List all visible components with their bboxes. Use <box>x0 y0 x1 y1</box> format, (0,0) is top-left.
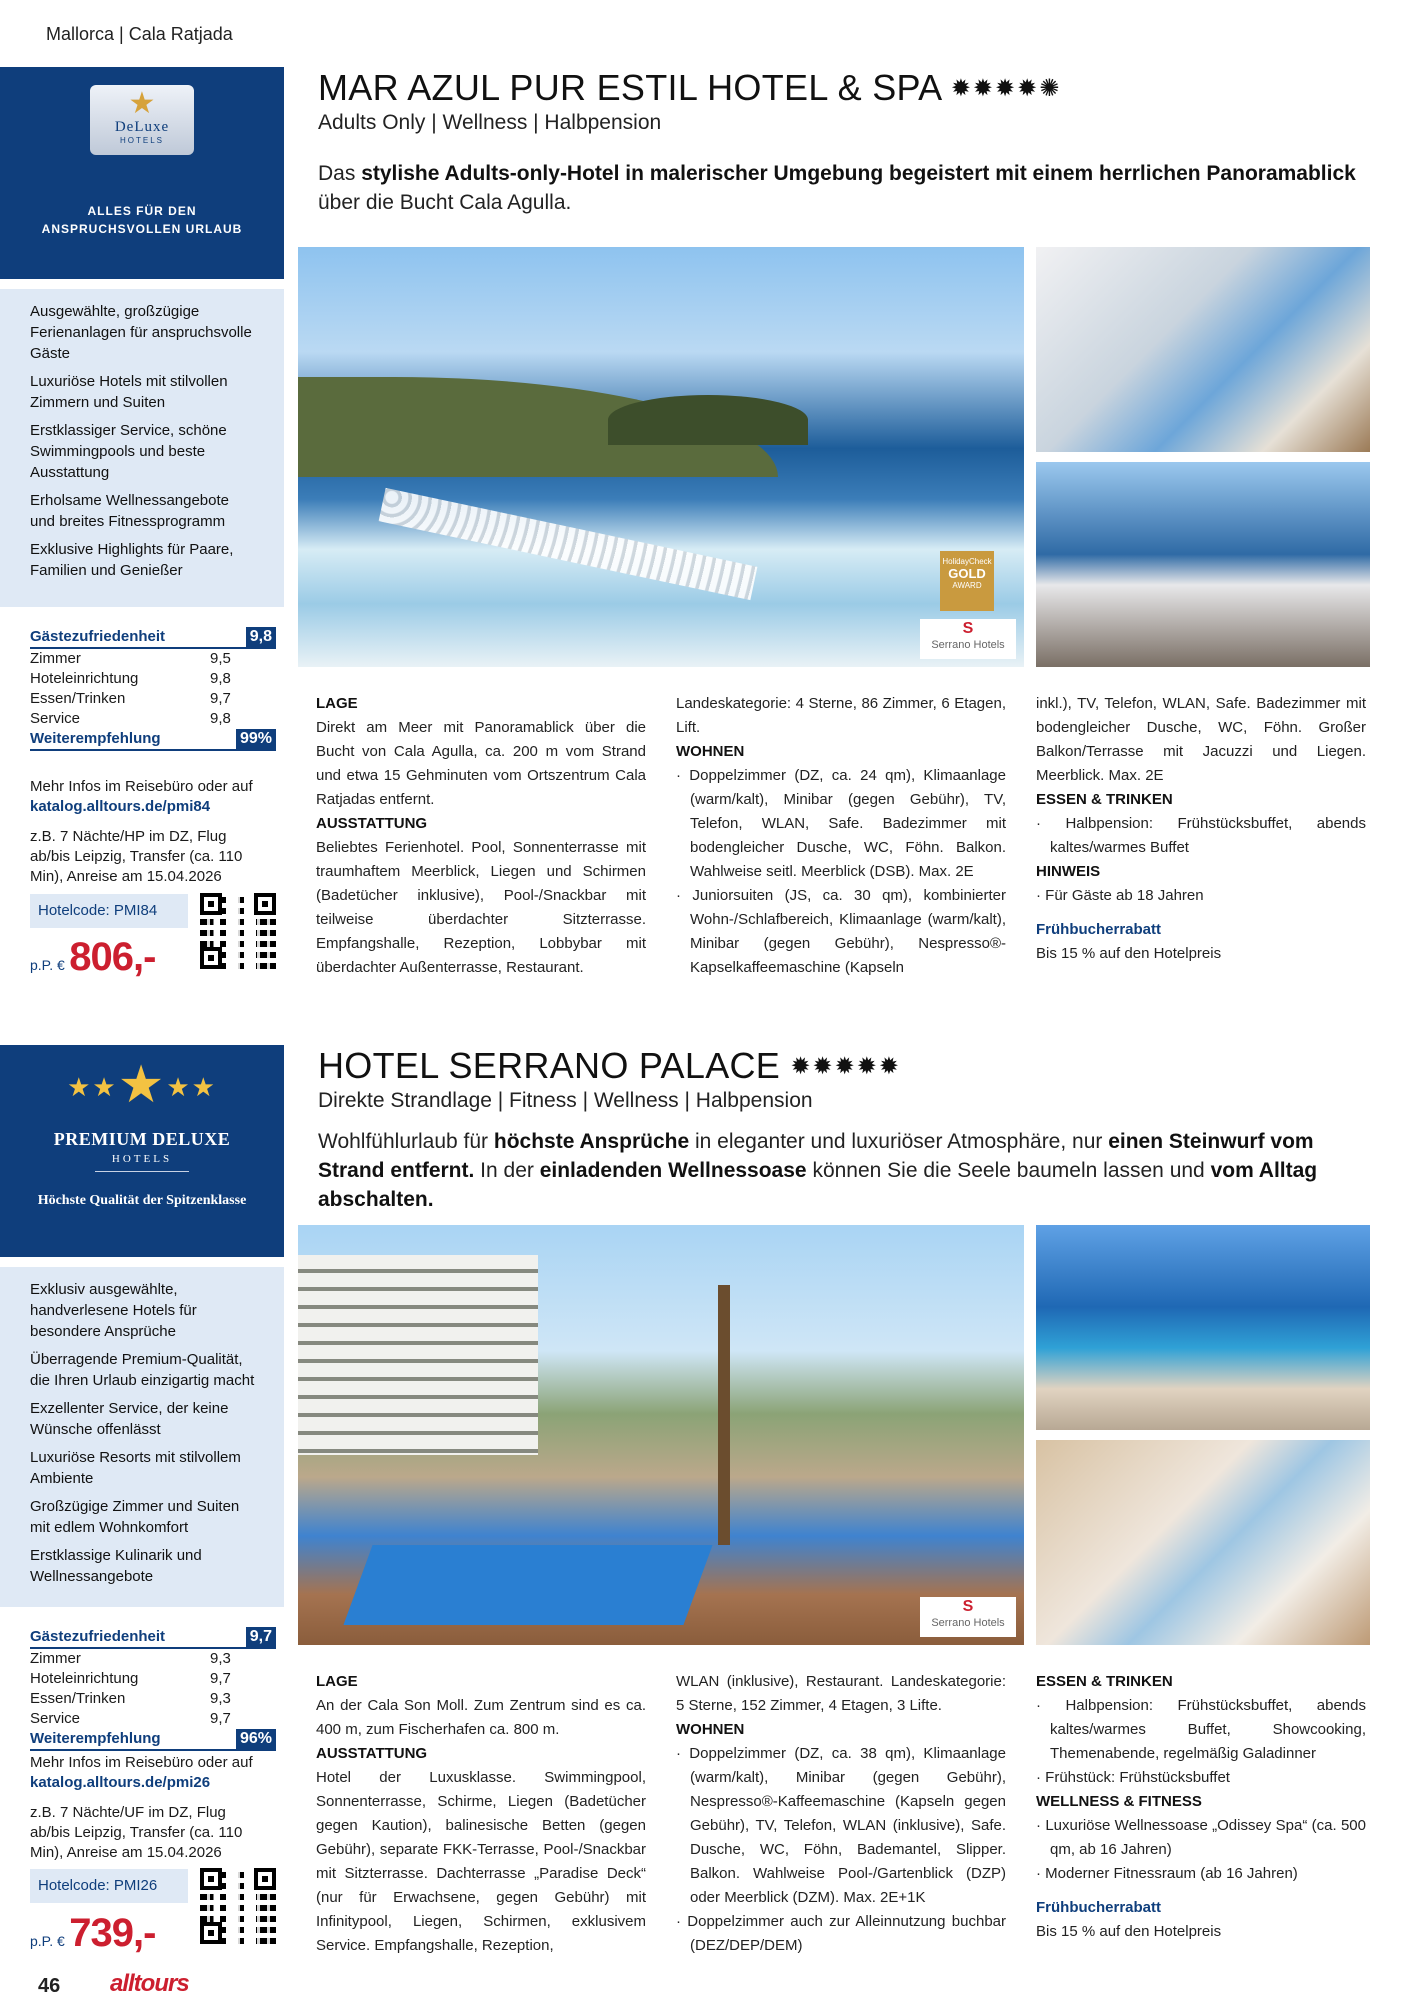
more-info-text: Mehr Infos im Reisebüro oder auf <box>30 778 253 795</box>
hotel-photo-room <box>1036 1440 1370 1645</box>
price-example: z.B. 7 Nächte/UF im DZ, Flug ab/bis Leipzig, Transfer (ca. 110 Min), Anreise am 15.04.2026 <box>30 1804 243 1861</box>
desc-paragraph: WLAN (inklusive), Restaurant. Landeskategorie: 5 Sterne, 152 Zimmer, 4 Etagen, 3 Lifte. <box>676 1673 1006 1714</box>
rating-row <box>30 669 276 689</box>
rating-value: 9,5 <box>210 650 231 667</box>
hotel-code: Hotelcode: PMI26 <box>30 1869 188 1903</box>
feature-item: Luxuriöse Hotels mit stilvollen Zimmern und Suiten <box>30 373 228 411</box>
rating-label: Zimmer <box>30 650 81 667</box>
hotel-lead <box>318 159 1368 217</box>
award-sub: AWARD <box>952 581 982 590</box>
feature-item: Luxuriöse Resorts mit stilvollem Ambiente <box>30 1449 241 1487</box>
lead-segment: vom Alltag abschalten. <box>318 1159 1318 1211</box>
breadcrumb: Mallorca | Cala Ratjada <box>46 24 233 44</box>
bullet-item: · Juniorsuiten (JS, ca. 30 qm), kombinierter Wohn-/Schlafbereich, Klimaanlage (warm/kalt), Minibar (gegen Gebühr), Nespresso®-Kapselkaffeemaschine (Kapseln <box>676 887 1006 976</box>
feature-item: Erholsame Wellnessangebote und breites Fitnessprogramm <box>30 492 230 530</box>
section-heading: AUSSTATTUNG <box>316 815 428 832</box>
rating-value: 9,3 <box>210 1650 231 1667</box>
lead-segment: In der <box>474 1159 540 1182</box>
section-heading: LAGE <box>316 1673 358 1690</box>
satisfaction-label: Gästezufriedenheit <box>30 628 166 645</box>
section-heading: HINWEIS <box>1036 863 1101 880</box>
section-heading: WOHNEN <box>676 1721 745 1738</box>
rating-label: Service <box>30 710 81 727</box>
desc-column-3 <box>1036 1670 1366 1944</box>
section-heading: AUSSTATTUNG <box>316 1745 428 1762</box>
deluxe-hotels-badge <box>0 67 284 279</box>
rating-value: 9,8 <box>210 710 231 727</box>
rating-value: 9,8 <box>210 670 231 687</box>
section-heading: ESSEN & TRINKEN <box>1036 1673 1173 1690</box>
more-info <box>30 1753 280 1793</box>
feature-item: Ausgewählte, großzügige Ferienanlagen für anspruchsvolle Gäste <box>30 303 252 362</box>
rating-row <box>30 1709 276 1729</box>
hotel-offer-mar-azul <box>0 67 1414 977</box>
section-heading: LAGE <box>316 695 358 712</box>
price-amount: 739,- <box>69 1911 156 1955</box>
bullet-item: · Halbpension: Frühstücksbuffet, abends kaltes/warmes Buffet, Showcooking, Themenabende, regelmäßig Galadinner <box>1036 1697 1366 1762</box>
recommendation-row <box>30 1729 276 1751</box>
more-info <box>30 777 280 817</box>
guest-ratings <box>30 1627 276 1751</box>
desc-column-3 <box>1036 692 1366 966</box>
rating-value: 9,7 <box>210 1670 231 1687</box>
stars-icon: ★★★★★ <box>67 1056 217 1114</box>
feature-item: Großzügige Zimmer und Suiten mit edlem Wohnkomfort <box>30 1498 240 1536</box>
desc-paragraph: Bis 15 % auf den Hotelpreis <box>1036 1923 1222 1940</box>
lead-segment: Das <box>318 162 362 185</box>
desc-column-1 <box>316 1670 646 1958</box>
bullet-item: · Für Gäste ab 18 Jahren <box>1036 887 1204 904</box>
feature-item: Exzellenter Service, der keine Wünsche offenlässt <box>30 1400 229 1438</box>
rating-label: Essen/Trinken <box>30 690 126 707</box>
rating-label: Essen/Trinken <box>30 1690 126 1707</box>
star-rating-icon: ✹✹✹✹✺ <box>950 75 1062 102</box>
rating-label: Hoteleinrichtung <box>30 670 139 687</box>
rating-label: Service <box>30 1710 81 1727</box>
section-heading: ESSEN & TRINKEN <box>1036 791 1173 808</box>
qr-code[interactable] <box>200 893 276 969</box>
feature-item: Erstklassiger Service, schöne Swimmingpools und beste Ausstattung <box>30 422 227 481</box>
desc-column-1 <box>316 692 646 980</box>
hotel-subtitle: Adults Only | Wellness | Halbpension <box>318 111 662 134</box>
feature-item: Exklusiv ausgewählte, handverlesene Hotels für besondere Ansprüche <box>30 1281 197 1340</box>
serrano-logo-label: Serrano Hotels <box>931 1617 1005 1629</box>
logo-text: PREMIUM DELUXE <box>53 1129 231 1149</box>
lead-segment: können Sie die Seele baumeln lassen und <box>806 1159 1211 1182</box>
desc-paragraph: Beliebtes Ferienhotel. Pool, Sonnenterrasse mit traumhaftem Meerblick, Liegen und Schirmen (Badetücher inklusive), Pool-/Snackbar mit teilweise überdachter Sitzterrasse. Empfangshalle, Rezeption, Lobbybar mit überdachter Außenterrasse, Restaurant. <box>316 839 646 976</box>
hotel-photo-exterior <box>298 1225 1024 1645</box>
lead-segment: in eleganter und luxuriöser Atmosphäre, nur <box>689 1130 1109 1153</box>
price-prefix: p.P. € <box>30 1933 65 1949</box>
feature-list <box>0 1267 284 1607</box>
badge-tagline: Höchste Qualität der Spitzenklasse <box>37 1193 247 1208</box>
hotel-photo-pool <box>298 247 1024 667</box>
guest-ratings <box>30 627 276 751</box>
hotel-photo-restaurant <box>1036 462 1370 667</box>
hotel-title <box>318 67 1061 109</box>
star-icon: ★ <box>128 87 156 120</box>
hotel-name: MAR AZUL PUR ESTIL HOTEL & SPA <box>318 67 941 108</box>
rating-row <box>30 689 276 709</box>
hotel-subtitle: Direkte Strandlage | Fitness | Wellness | Halbpension <box>318 1089 813 1112</box>
award-big: GOLD <box>948 566 986 581</box>
desc-paragraph: inkl.), TV, Telefon, WLAN, Safe. Badezimmer mit bodengleicher Dusche, WC, Föhn. Großer Balkon/Terrasse mit Jacuzzi und Liegen. Meerblick. Max. 2E <box>1036 695 1366 784</box>
hotel-photo-room <box>1036 247 1370 452</box>
recommendation-value: 99% <box>236 729 276 749</box>
hotel-photo-rooftop-pool <box>1036 1225 1370 1430</box>
premium-deluxe-badge <box>0 1045 284 1257</box>
bullet-item: · Doppelzimmer (DZ, ca. 24 qm), Klimaanlage (warm/kalt), Minibar (gegen Gebühr), TV, Telefon, WLAN, Safe. Badezimmer mit bodengleicher Dusche, WC, Föhn. Balkon. Wahlweise seitl. Meerblick (DSB). Max. 2E <box>676 767 1006 880</box>
serrano-logo-label: Serrano Hotels <box>931 639 1005 651</box>
section-heading: WELLNESS & FITNESS <box>1036 1793 1202 1810</box>
serrano-hotels-logo <box>920 1597 1016 1637</box>
logo-text: DeLuxe <box>114 119 170 135</box>
feature-item: Erstklassige Kulinarik und Wellnessangebote <box>30 1547 202 1585</box>
hotel-name: HOTEL SERRANO PALACE <box>318 1045 781 1086</box>
rating-row <box>30 1649 276 1669</box>
hotel-title <box>318 1045 901 1087</box>
star-rating-icon: ✹✹✹✹✹ <box>790 1053 901 1080</box>
rating-label: Zimmer <box>30 1650 81 1667</box>
bullet-item: · Luxuriöse Wellnessoase „Odissey Spa“ (ca. 500 qm, ab 16 Jahren) <box>1036 1817 1366 1858</box>
satisfaction-label: Gästezufriedenheit <box>30 1628 166 1645</box>
serrano-mark-icon: S <box>962 1598 974 1615</box>
catalog-link[interactable]: katalog.alltours.de/pmi84 <box>30 798 211 815</box>
early-booking-heading: Frühbucherrabatt <box>1036 921 1162 938</box>
catalog-link[interactable]: katalog.alltours.de/pmi26 <box>30 1774 211 1791</box>
award-label: HolidayCheck <box>942 557 992 566</box>
feature-item: Überragende Premium-Qualität, die Ihren Urlaub einzigartig macht <box>30 1351 255 1389</box>
bullet-item: · Frühstück: Frühstücksbuffet <box>1036 1769 1230 1786</box>
lead-segment: über die Bucht Cala Agulla. <box>318 191 572 214</box>
recommendation-row <box>30 729 276 751</box>
rating-row <box>30 1669 276 1689</box>
logo-sub: HOTELS <box>119 136 164 145</box>
price <box>30 935 155 980</box>
lead-segment: Wohlfühlurlaub für <box>318 1130 494 1153</box>
qr-code[interactable] <box>200 1868 276 1944</box>
rating-value: 9,7 <box>210 690 231 707</box>
rating-label: Hoteleinrichtung <box>30 1670 139 1687</box>
alltours-logo: alltours <box>110 1970 189 1997</box>
rating-value: 9,7 <box>210 1710 231 1727</box>
desc-paragraph: Direkt am Meer mit Panoramablick über die Bucht von Cala Agulla, ca. 200 m vom Strand und etwa 15 Gehminuten vom Ortszentrum Cala Ratjadas entfernt. <box>316 719 646 808</box>
serrano-mark-icon: S <box>962 620 974 637</box>
more-info-text: Mehr Infos im Reisebüro oder auf <box>30 1754 253 1771</box>
badge-tagline: ALLES FÜR DEN ANSPRUCHSVOLLEN URLAUB <box>41 204 243 236</box>
recommendation-label: Weiterempfehlung <box>30 730 161 747</box>
bullet-item: · Halbpension: Frühstücksbuffet, abends kaltes/warmes Buffet <box>1036 815 1366 856</box>
rating-row <box>30 709 276 729</box>
price <box>30 1911 155 1956</box>
desc-paragraph: An der Cala Son Moll. Zum Zentrum sind es ca. 400 m, zum Fischerhafen ca. 800 m. <box>316 1697 646 1738</box>
feature-item: Exklusive Highlights für Paare, Familien und Genießer <box>30 541 234 579</box>
recommendation-value: 96% <box>236 1729 276 1749</box>
hotel-code: Hotelcode: PMI84 <box>30 894 188 928</box>
rating-value: 9,3 <box>210 1690 231 1707</box>
satisfaction-score: 9,8 <box>246 627 276 647</box>
page-number: 46 <box>38 1975 61 1997</box>
desc-paragraph: Hotel der Luxusklasse. Swimmingpool, Sonnenterrasse, Schirme, Liegen (Badetücher gegen Kaution), balinesische Betten (gegen Gebühr), separate FKK-Terrasse, Pool-/Snackbar mit Sitzterrasse. Dachterrasse „Paradise Deck“ (nur für Erwachsene, gegen Gebühr) mit Infinitypool, Liegen, Schirmen, exklusivem Service. Empfangshalle, Rezeption, <box>316 1769 646 1954</box>
price-prefix: p.P. € <box>30 957 65 973</box>
satisfaction-score: 9,7 <box>246 1627 276 1647</box>
deluxe-logo <box>90 85 194 155</box>
desc-column-2 <box>676 1670 1006 1958</box>
bullet-item: · Moderner Fitnessraum (ab 16 Jahren) <box>1036 1865 1298 1882</box>
lead-segment: einladenden Wellnessoase <box>539 1159 807 1182</box>
rating-row <box>30 649 276 669</box>
early-booking-heading: Frühbucherrabatt <box>1036 1899 1162 1916</box>
satisfaction-header <box>30 1627 276 1649</box>
desc-paragraph: Landeskategorie: 4 Sterne, 86 Zimmer, 6 Etagen, Lift. <box>676 695 1006 736</box>
desc-column-2 <box>676 692 1006 980</box>
hotel-offer-serrano-palace <box>0 1045 1414 1965</box>
lead-segment: höchste Ansprüche <box>493 1130 690 1153</box>
hotel-lead <box>318 1127 1368 1214</box>
holidaycheck-award-icon <box>940 551 994 611</box>
section-heading: WOHNEN <box>676 743 745 760</box>
bullet-item: · Doppelzimmer (DZ, ca. 38 qm), Klimaanlage (warm/kalt), Minibar (gegen Gebühr), Nespresso®-Kaffeemaschine (Kapseln gegen Gebühr), TV, Telefon, WLAN (inklusive), Safe. Dusche, WC, Föhn, Bademantel, Slipper. Balkon. Wahlweise Pool-/Gartenblick (DZP) oder Meerblick (DZM). Max. 2E+1K <box>676 1745 1006 1906</box>
satisfaction-header <box>30 627 276 649</box>
desc-paragraph: Bis 15 % auf den Hotelpreis <box>1036 945 1222 962</box>
price-example: z.B. 7 Nächte/HP im DZ, Flug ab/bis Leipzig, Transfer (ca. 110 Min), Anreise am 15.04.2026 <box>30 828 243 885</box>
bullet-item: · Doppelzimmer auch zur Alleinnutzung buchbar (DEZ/DEP/DEM) <box>676 1913 1006 1954</box>
feature-list <box>0 289 284 607</box>
recommendation-label: Weiterempfehlung <box>30 1730 161 1747</box>
serrano-hotels-logo <box>920 619 1016 659</box>
rating-row <box>30 1689 276 1709</box>
price-amount: 806,- <box>69 935 156 979</box>
logo-sub: HOTELS <box>111 1153 173 1165</box>
lead-segment: stylishe Adults-only-Hotel in malerischer Umgebung begeistert mit einem herrlichen Panoramablick <box>361 162 1356 185</box>
lead-segment: einen Steinwurf vom Strand entfernt. <box>318 1130 1314 1182</box>
